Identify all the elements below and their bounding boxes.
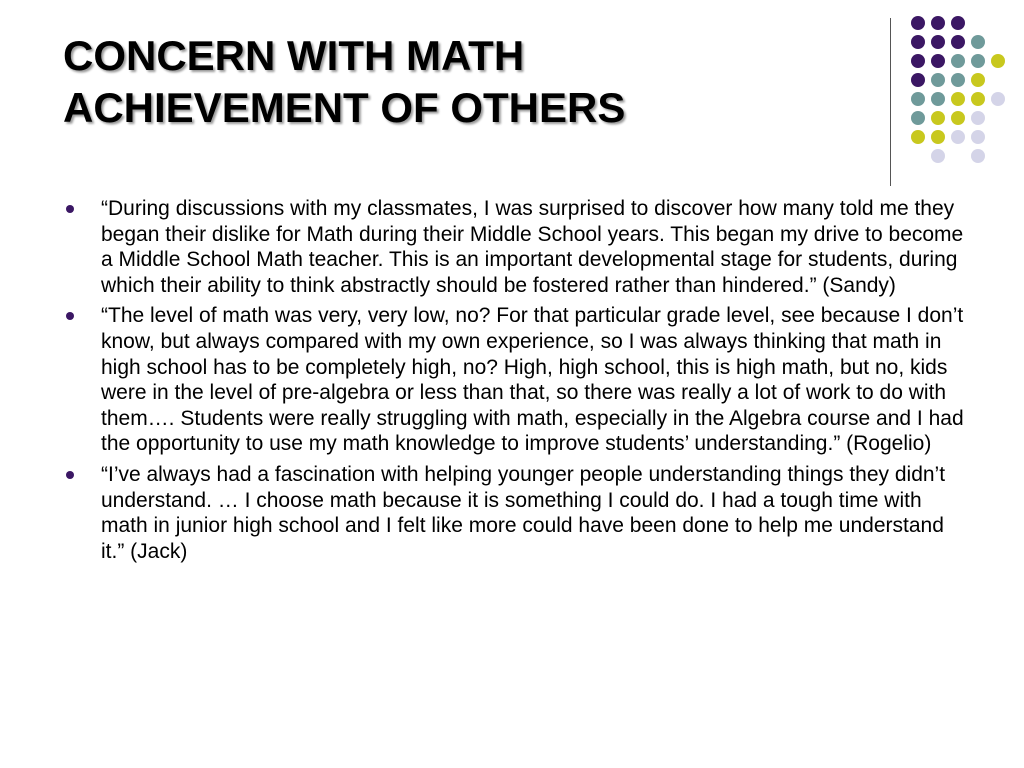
decor-dot: [971, 111, 985, 125]
decor-dot: [951, 54, 965, 68]
bullet-list: [66, 196, 966, 569]
bullet-dot-icon: [66, 312, 74, 320]
decor-dot: [911, 35, 925, 49]
decor-dot: [991, 54, 1005, 68]
decor-dot: [951, 111, 965, 125]
bullet-text: “The level of math was very, very low, no? For that particular grade level, see because I don’t know, but always compared with my own experience, so I was always thinking that math in high school has to be completely high, no? High, high school, this is high math, but no, kids were in the level of pre-algebra or less than that, so there was really a lot of work to do with them…. Students were really struggling with math, especially in the Algebra course and I had the opportunity to use my math knowledge to improve students’ understanding.” (Rogelio): [101, 304, 964, 456]
decor-dot: [971, 73, 985, 87]
slide-title: [63, 30, 863, 134]
bullet-dot-icon: [66, 471, 74, 479]
bullet-text: “I’ve always had a fascination with helping younger people understanding things they didn’t understand. … I choose math because it is something I could do. I had a tough time with math in junior high school and I felt like more could have been done to help me understand it.” (Jack): [101, 462, 946, 563]
title-line-2: ACHIEVEMENT OF OTHERS: [63, 84, 626, 131]
decor-dot: [931, 54, 945, 68]
decor-dot: [911, 92, 925, 106]
decor-dot: [971, 130, 985, 144]
decor-dot: [931, 149, 945, 163]
title-divider-line: [890, 18, 891, 186]
decor-dot: [971, 92, 985, 106]
decor-dot: [951, 73, 965, 87]
bullet-dot-icon: [66, 205, 74, 213]
decor-dot: [951, 35, 965, 49]
list-item: [66, 462, 966, 564]
decor-dot: [931, 130, 945, 144]
decor-dot: [911, 111, 925, 125]
decor-dot: [971, 35, 985, 49]
list-item: [66, 303, 966, 457]
decor-dot: [931, 73, 945, 87]
decor-dot: [971, 149, 985, 163]
decor-dot: [931, 92, 945, 106]
decor-dot: [931, 111, 945, 125]
decor-dot: [951, 16, 965, 30]
decor-dot: [931, 35, 945, 49]
title-line-1: CONCERN WITH MATH: [63, 32, 525, 79]
decor-dot: [911, 16, 925, 30]
bullet-text: “During discussions with my classmates, I was surprised to discover how many told me they began their dislike for Math during their Middle School years. This began my drive to become a Middle School Math teacher. This is an important developmental stage for students, during which their ability to think abstractly should be fostered rather than hindered.” (Sandy): [101, 197, 964, 297]
decor-dot: [951, 92, 965, 106]
decor-dot: [911, 73, 925, 87]
list-item: [66, 196, 966, 298]
decor-dot: [971, 54, 985, 68]
decor-dot: [911, 130, 925, 144]
decor-dot: [911, 54, 925, 68]
decor-dot: [951, 130, 965, 144]
decor-dot: [931, 16, 945, 30]
decor-dot: [991, 92, 1005, 106]
